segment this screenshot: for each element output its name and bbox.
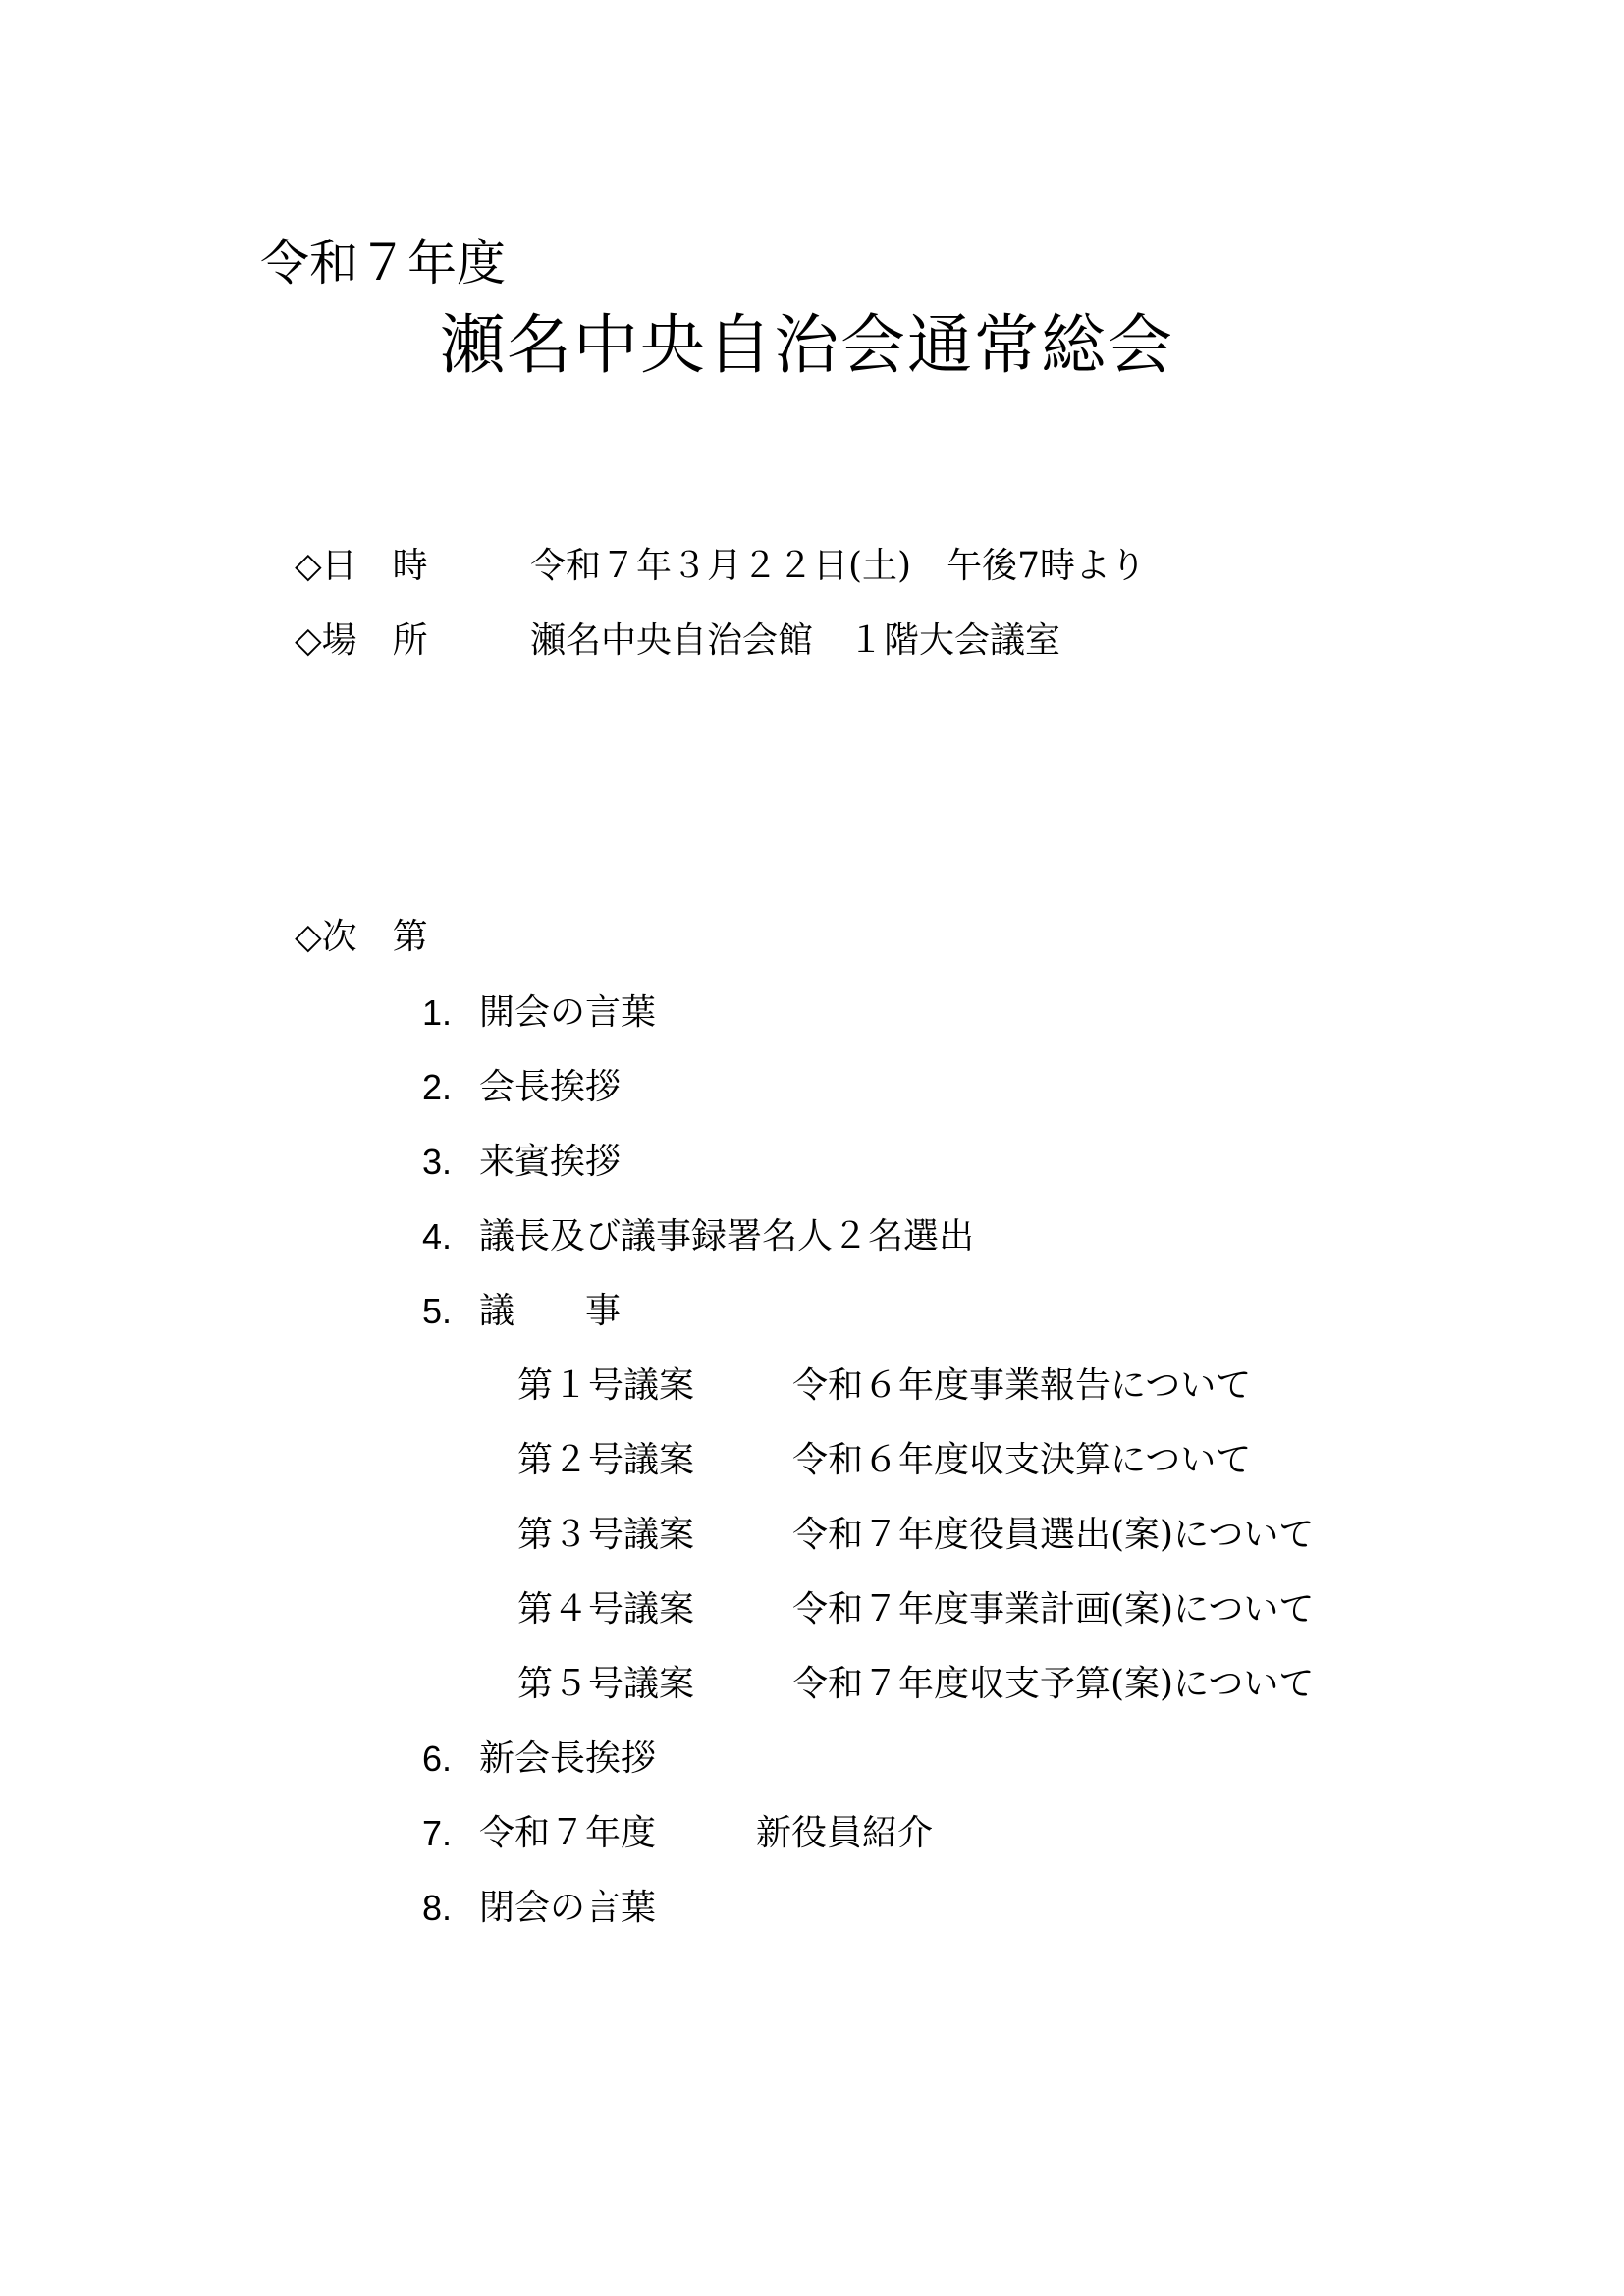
agenda-item-number: 6. — [422, 1738, 453, 1779]
page-title: 瀬名中央自治会通常総会 — [440, 307, 1174, 383]
agenda-item-number: 2. — [422, 1067, 453, 1107]
agenda-item-text: 会長挨拶 — [479, 1067, 622, 1107]
agenda-item-text: 開会の言葉 — [479, 992, 657, 1033]
bill-number: 第３号議案 — [517, 1515, 695, 1555]
bill-title: 令和７年度収支予算(案)について — [792, 1664, 1315, 1704]
bill-number: 第２号議案 — [517, 1440, 695, 1480]
place-value: 瀬名中央自治会館 １階大会議室 — [530, 620, 1061, 661]
agenda-item-number: 7. — [422, 1813, 453, 1853]
agenda-item-text: 来賓挨拶 — [479, 1142, 622, 1182]
agenda-item-number: 1. — [422, 992, 453, 1033]
date-label: ◇日 時 — [295, 546, 428, 586]
place-label: ◇場 所 — [295, 620, 428, 661]
bill-title: 令和６年度収支決算について — [792, 1440, 1252, 1480]
agenda-item-text: 議 事 — [479, 1291, 622, 1331]
bill-number: 第４号議案 — [517, 1589, 695, 1629]
agenda-item-number: 3. — [422, 1142, 453, 1182]
bill-number: 第５号議案 — [517, 1664, 695, 1704]
agenda-item-text: 新会長挨拶 — [479, 1738, 657, 1779]
bill-title: 令和７年度事業計画(案)について — [792, 1589, 1315, 1629]
year-heading: 令和７年度 — [260, 235, 506, 292]
bill-title: 令和７年度役員選出(案)について — [792, 1515, 1315, 1555]
agenda-item-subtext: 新役員紹介 — [756, 1813, 934, 1853]
agenda-item-number: 5. — [422, 1291, 453, 1331]
agenda-item-number: 8. — [422, 1888, 453, 1928]
agenda-item-text: 令和７年度 — [479, 1813, 657, 1853]
agenda-item-text: 議長及び議事録署名人２名選出 — [479, 1216, 975, 1256]
agenda-heading: ◇次 第 — [295, 917, 428, 957]
agenda-item-number: 4. — [422, 1216, 453, 1256]
bill-number: 第１号議案 — [517, 1365, 695, 1406]
bill-title: 令和６年度事業報告について — [792, 1365, 1252, 1406]
date-value: 令和７年３月２２日(土) 午後7時より — [530, 546, 1146, 586]
agenda-item-text: 閉会の言葉 — [479, 1888, 657, 1928]
